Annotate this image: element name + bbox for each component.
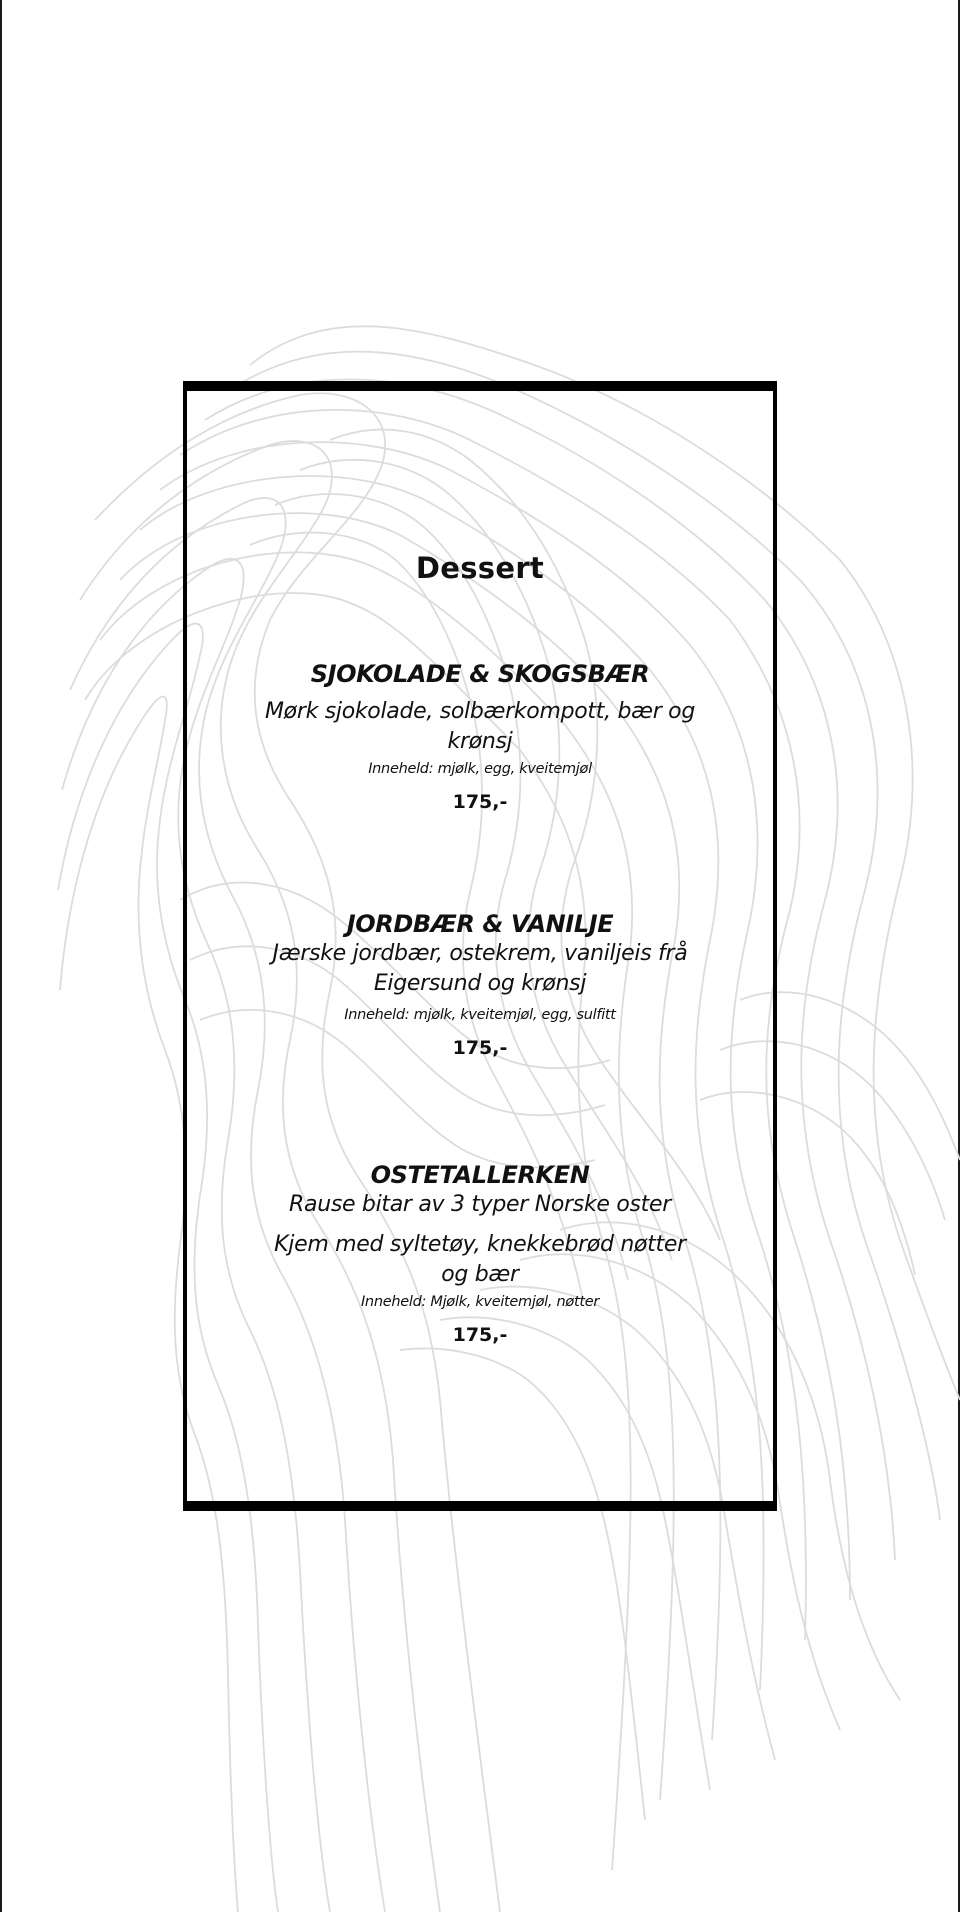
dish-name: SJOKOLADE & SKOGSBÆR	[310, 660, 650, 688]
dish-allergens: Inneheld: mjølk, kveitemjøl, egg, sulfitt	[344, 1007, 616, 1023]
menu-title: Dessert	[415, 551, 545, 585]
dish-name: JORDBÆR & VANILJE	[346, 910, 614, 938]
dish-allergens: Inneheld: Mjølk, kveitemjøl, nøtter	[360, 1294, 600, 1310]
dish-price: 175,-	[452, 1037, 508, 1059]
dish-name: OSTETALLERKEN	[370, 1161, 590, 1189]
dish-price: 175,-	[452, 791, 508, 813]
dish-description: Jærske jordbær, ostekrem, vaniljeis frå Eigersund og krønsj	[272, 941, 688, 996]
dish-description: Mørk sjokolade, solbærkompott, bær og krønsj	[265, 699, 695, 754]
dish-description: Rause bitar av 3 typer Norske oster	[289, 1192, 671, 1217]
dish-description-secondary: Kjem med syltetøy, knekkebrød nøtter og bær	[274, 1232, 686, 1287]
dish-jordbaer-vanilje	[187, 909, 773, 1061]
menu-card	[183, 381, 777, 1511]
dish-price: 175,-	[452, 1324, 508, 1346]
dish-allergens: Inneheld: mjølk, egg, kveitemjøl	[368, 761, 592, 777]
dish-sjokolade-skogsbaer	[187, 659, 773, 815]
dish-ostetallerken	[187, 1160, 773, 1348]
